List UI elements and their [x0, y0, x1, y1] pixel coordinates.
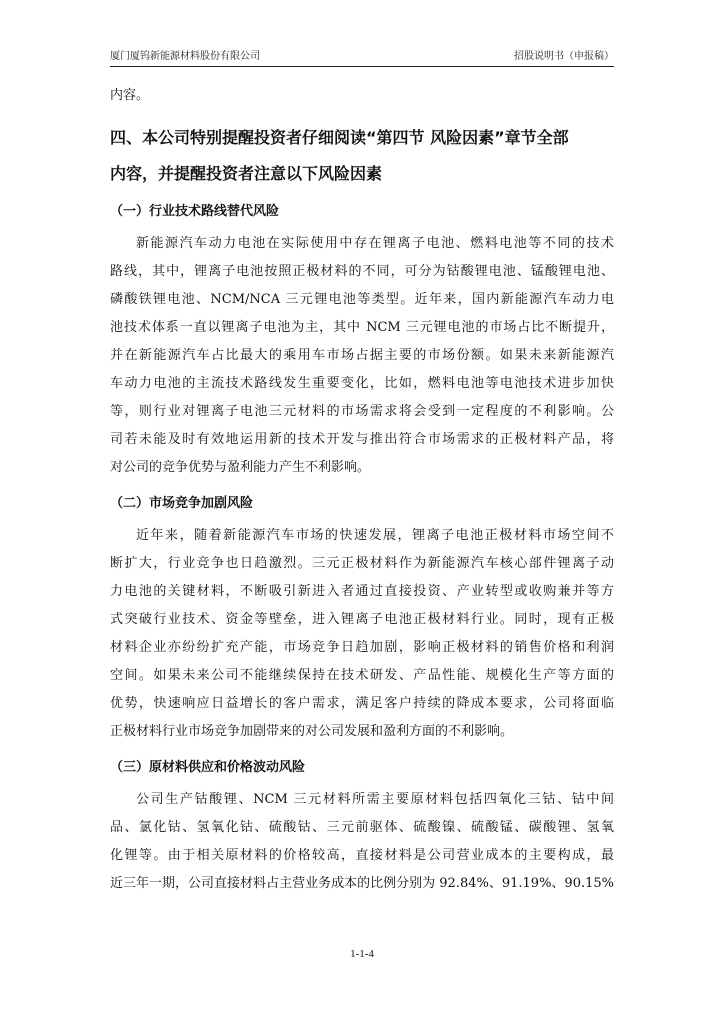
paragraph-line: 材料企业亦纷纷扩充产能，市场竞争日趋加剧，影响正极材料的销售价格和利润 [110, 640, 614, 655]
header-document-type: 招股说明书（申报稿） [514, 51, 614, 62]
paragraph-line: 断扩大，行业竞争也日趋激烈。三元正极材料作为新能源汽车核心部件锂离子动 [110, 556, 614, 571]
paragraph-technology-risk [110, 230, 614, 482]
paragraph-line: 优势，快速响应日益增长的客户需求，满足客户持续的降成本要求，公司将面临 [110, 696, 614, 711]
paragraph-line: 近三年一期，公司直接材料占主营业务成本的比例分别为 92.84%、91.19%、90.15% [110, 876, 614, 891]
page-header [110, 50, 614, 67]
subsection-title-raw-material-risk: （三）原材料供应和价格波动风险 [110, 760, 306, 775]
section-heading-line: 四、本公司特别提醒投资者仔细阅读“第四节 风险因素”章节全部 [110, 128, 569, 147]
paragraph-line: 空间。如果未来公司不能继续保持在技术研发、产品性能、规模化生产等方面的 [110, 668, 614, 683]
paragraph-line: 近年来，随着新能源汽车市场的快速发展，锂离子电池正极材料市场空间不 [136, 528, 614, 543]
paragraph-line: 并在新能源汽车占比最大的乘用车市场占据主要的市场份额。如果未来新能源汽 [110, 348, 614, 363]
paragraph-line: 正极材料行业市场竞争加剧带来的对公司发展和盈利方面的不利影响。 [110, 724, 514, 739]
subsection-title-competition-risk: （二）市场竞争加剧风险 [110, 496, 254, 511]
paragraph-line: 司若未能及时有效地运用新的技术开发与推出符合市场需求的正极材料产品，将 [110, 432, 614, 447]
paragraph-line: 等，则行业对锂离子电池三元材料的市场需求将会受到一定程度的不利影响。公 [110, 404, 614, 419]
paragraph-line: 力电池的关键材料，不断吸引新进入者通过直接投资、产业转型或收购兼并等方 [110, 584, 614, 599]
section-heading [110, 120, 614, 192]
paragraph-line: 车动力电池的主流技术路线发生重要变化，比如，燃料电池等电池技术进步加快 [110, 376, 614, 391]
header-company-name: 厦门厦钨新能源材料股份有限公司 [110, 51, 260, 62]
paragraph-line: 新能源汽车动力电池在实际使用中存在锂离子电池、燃料电池等不同的技术 [136, 236, 614, 251]
subsection-title-technology-risk: （一）行业技术路线替代风险 [110, 204, 280, 219]
paragraph-line: 路线，其中，锂离子电池按照正极材料的不同，可分为钴酸锂电池、锰酸锂电池、 [110, 264, 614, 279]
page-number: 1-1-4 [350, 948, 374, 960]
paragraph-line: 公司生产钴酸锂、NCM 三元材料所需主要原材料包括四氧化三钴、钴中间 [136, 792, 614, 807]
paragraph-competition-risk [110, 522, 614, 746]
intro-tail-text: 内容。 [110, 88, 150, 103]
paragraph-line: 磷酸铁锂电池、NCM/NCA 三元锂电池等类型。近年来，国内新能源汽车动力电 [110, 292, 614, 307]
paragraph-line: 池技术体系一直以锂离子电池为主，其中 NCM 三元锂电池的市场占比不断提升， [110, 320, 614, 335]
document-body [110, 82, 614, 902]
paragraph-line: 化锂等。由于相关原材料的价格较高，直接材料是公司营业成本的主要构成，最 [110, 848, 614, 863]
paragraph-raw-material-risk [110, 786, 614, 898]
paragraph-line: 式突破行业技术、资金等壁垒，进入锂离子电池正极材料行业。同时，现有正极 [110, 612, 614, 627]
paragraph-line: 对公司的竞争优势与盈利能力产生不利影响。 [110, 460, 371, 475]
section-heading-line: 内容，并提醒投资者注意以下风险因素 [110, 164, 383, 183]
paragraph-line: 品、氯化钴、氢氧化钴、硫酸钴、三元前驱体、硫酸镍、硫酸锰、碳酸锂、氢氧 [110, 820, 614, 835]
